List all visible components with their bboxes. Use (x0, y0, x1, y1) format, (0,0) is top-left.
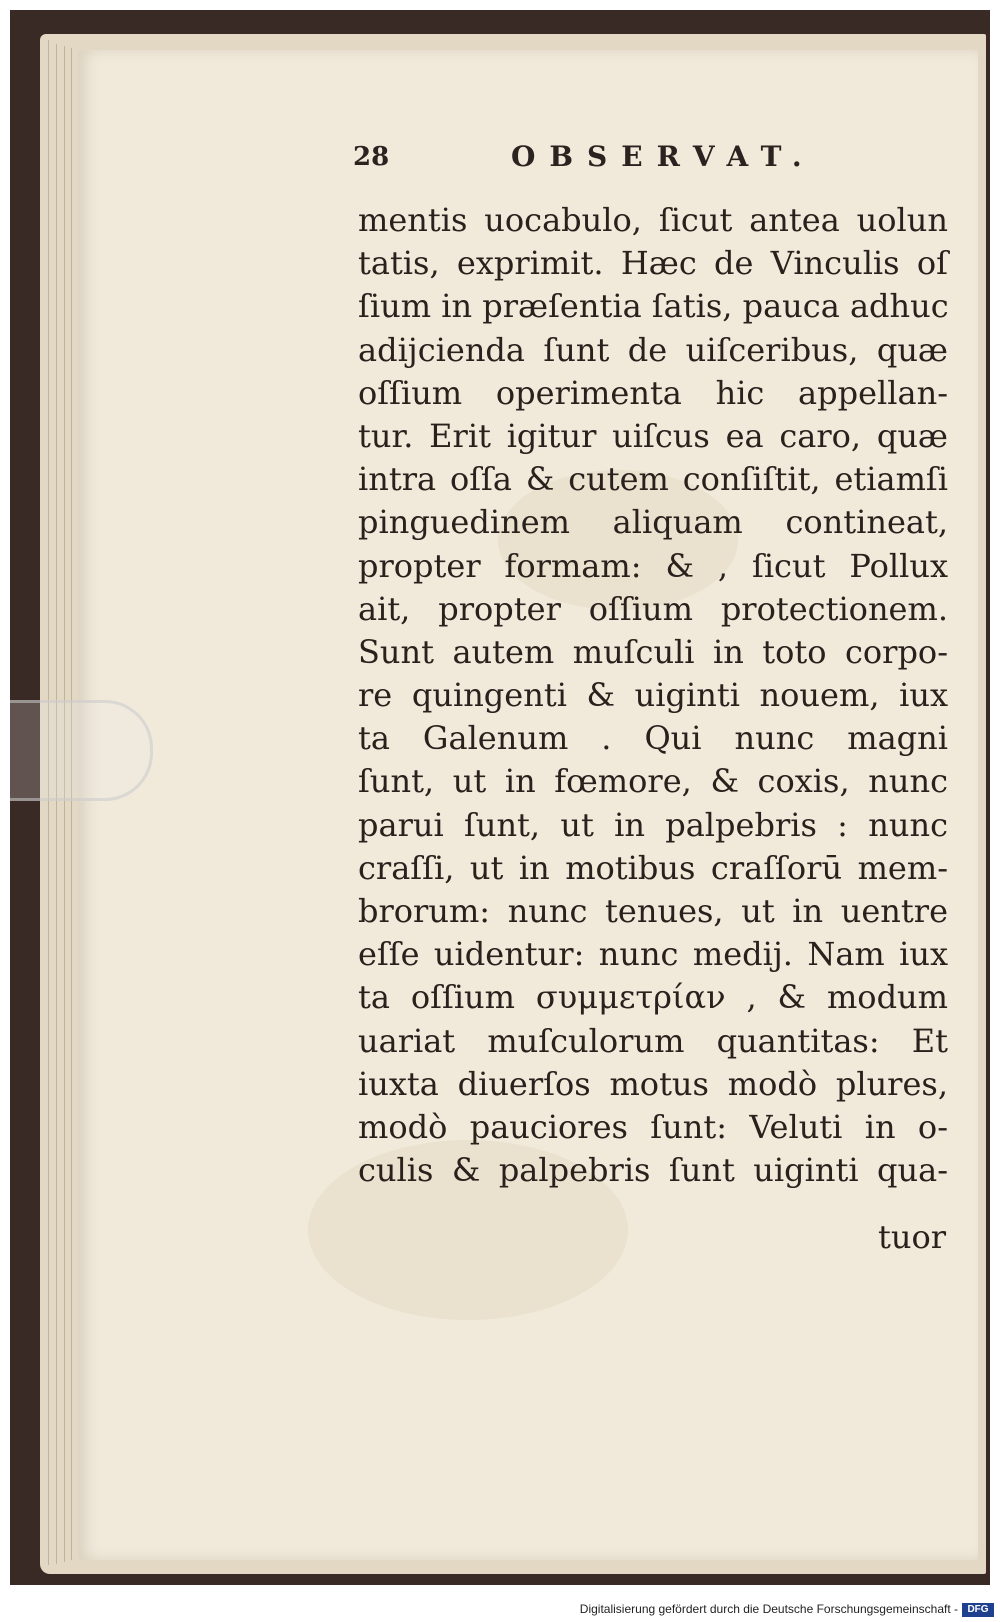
text-line: ait, propter oſſium protectionem. (358, 589, 948, 628)
text-line: tatis, exprimit. Hæc de Vinculis oſ (358, 244, 948, 283)
text-line: eſſe uidentur: nunc medij. Nam iux (358, 935, 948, 974)
funding-credit: Digitalisierung gefördert durch die Deutsche Forschungsgemeinschaft - (579, 1602, 958, 1616)
text-line: parui ſunt, ut in palpebris : nunc (358, 805, 948, 844)
text-line: tur. Erit igitur uiſcus ea caro, quæ (358, 416, 948, 455)
text-line: mentis uocabulo, ſicut antea uolun (358, 201, 948, 239)
text-line: adijcienda ſunt de uiſceribus, quæ (358, 330, 948, 369)
catchword: tuor (878, 1218, 947, 1256)
text-line: re quingenti & uiginti nouem, iux (358, 676, 948, 715)
dfg-logo: DFG (962, 1603, 994, 1617)
text-line: iuxta diuerſos motus modò plures, (358, 1064, 948, 1103)
footer-bar (0, 1600, 1000, 1622)
text-line: ta Galenum . Qui nunc magni (358, 719, 948, 758)
text-line: propter formam: & , ſicut Pollux (358, 546, 948, 585)
text-line: ta oſſium συμμετρίαν , & modum (358, 978, 948, 1017)
text-line: pinguedinem aliquam contineat, (358, 503, 948, 542)
page-clip (10, 700, 153, 801)
text-line: craſſi, ut in motibus craſſorū mem- (358, 848, 948, 887)
page-number: 28 (353, 142, 390, 172)
body-text (358, 199, 948, 1192)
text-line: Sunt autem muſculi in toto corpo- (358, 632, 948, 671)
text-line: ſium in præſentia ſatis, pauca adhuc (358, 287, 949, 326)
text-line: oſſium operimenta hic appellan- (358, 373, 948, 412)
text-line: uariat muſculorum quantitas: Et (358, 1021, 948, 1060)
text-line: intra oſſa & cutem conſiſtit, etiamſi (358, 460, 948, 499)
text-line: brorum: nunc tenues, ut in uentre (358, 892, 948, 930)
page-header (353, 140, 833, 174)
text-line: culis & palpebris ſunt uiginti qua- (358, 1151, 948, 1190)
text-line: ſunt, ut in fœmore, & coxis, nunc (358, 762, 948, 801)
running-head: OBSERVAT. (511, 140, 816, 173)
text-line: modò pauciores ſunt: Veluti in o- (358, 1107, 948, 1146)
